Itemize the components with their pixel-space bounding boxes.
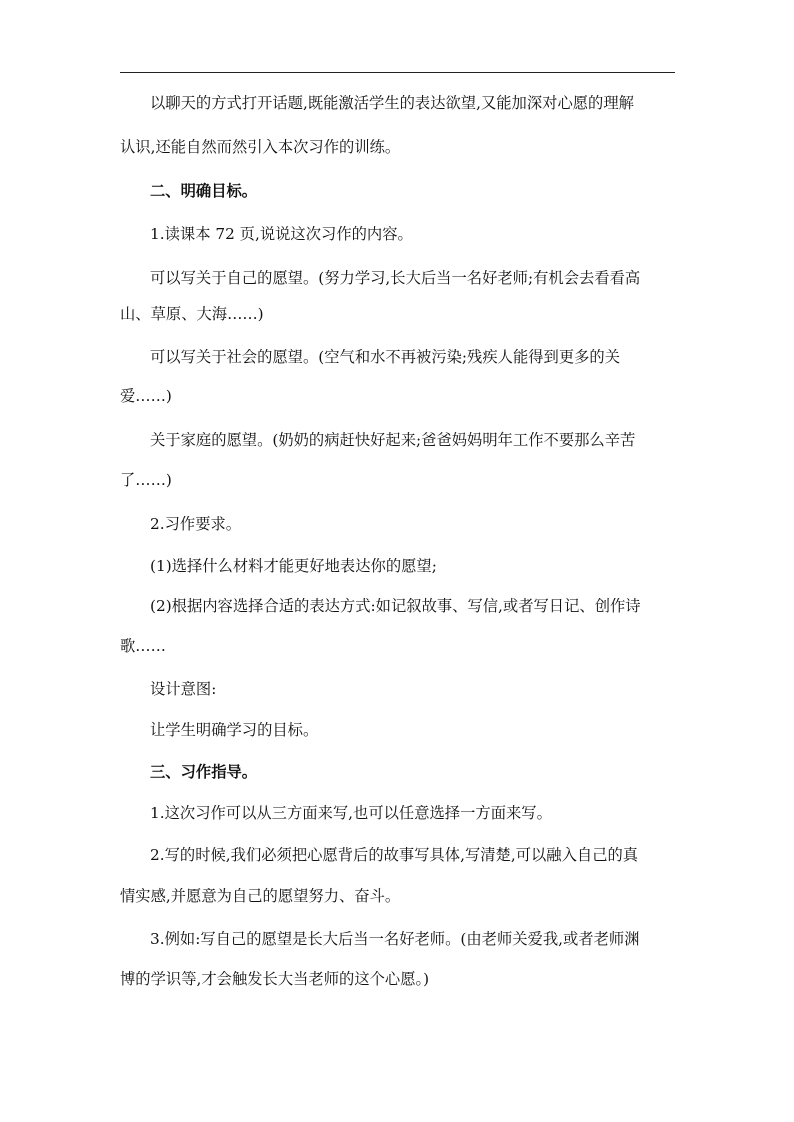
paragraph-line: (1)选择什么材料才能更好地表达你的愿望; <box>150 557 437 575</box>
paragraph-line: 3.例如:写自己的愿望是长大后当一名好老师。(由老师关爱我,或者老师渊 <box>150 930 640 948</box>
paragraph-line: 关于家庭的愿望。(奶奶的病赶快好起来;爸爸妈妈明年工作不要那么辛苦 <box>150 431 636 449</box>
paragraph-line: 可以写关于社会的愿望。(空气和水不再被污染;残疾人能得到更多的关 <box>150 348 621 366</box>
paragraph-line: 可以写关于自己的愿望。(努力学习,长大后当一名好老师;有机会去看看高 <box>150 269 641 287</box>
paragraph-line: 以聊天的方式打开话题,既能激活学生的表达欲望,又能加深对心愿的理解 <box>150 94 634 112</box>
paragraph-line: 让学生明确学习的目标。 <box>150 721 319 739</box>
header-rule <box>120 72 675 73</box>
paragraph-line: 情实感,并愿意为自己的愿望努力、奋斗。 <box>120 887 401 905</box>
paragraph-line: (2)根据内容选择合适的表达方式:如记叙故事、写信,或者写日记、创作诗 <box>150 597 641 615</box>
paragraph-line: 山、草原、大海……) <box>120 305 264 323</box>
paragraph-line: 博的学识等,才会触发长大当老师的这个心愿。) <box>120 970 430 988</box>
paragraph-line: 认识,还能自然而然引入本次习作的训练。 <box>120 138 401 156</box>
paragraph-line: 2.习作要求。 <box>150 515 242 533</box>
paragraph-line: 设计意图: <box>150 680 217 698</box>
paragraph-line: 歌…… <box>120 637 166 655</box>
section-heading: 二、明确目标。 <box>150 182 258 200</box>
section-heading: 三、习作指导。 <box>150 763 258 781</box>
paragraph-line: 1.读课本 72 页,说说这次习作的内容。 <box>150 225 413 243</box>
paragraph-line: 了……) <box>120 471 172 489</box>
paragraph-line: 1.这次习作可以从三方面来写,也可以任意选择一方面来写。 <box>150 804 552 822</box>
paragraph-line: 爱……) <box>120 387 172 405</box>
paragraph-line: 2.写的时候,我们必须把心愿背后的故事写具体,写清楚,可以融入自己的真 <box>150 846 639 864</box>
